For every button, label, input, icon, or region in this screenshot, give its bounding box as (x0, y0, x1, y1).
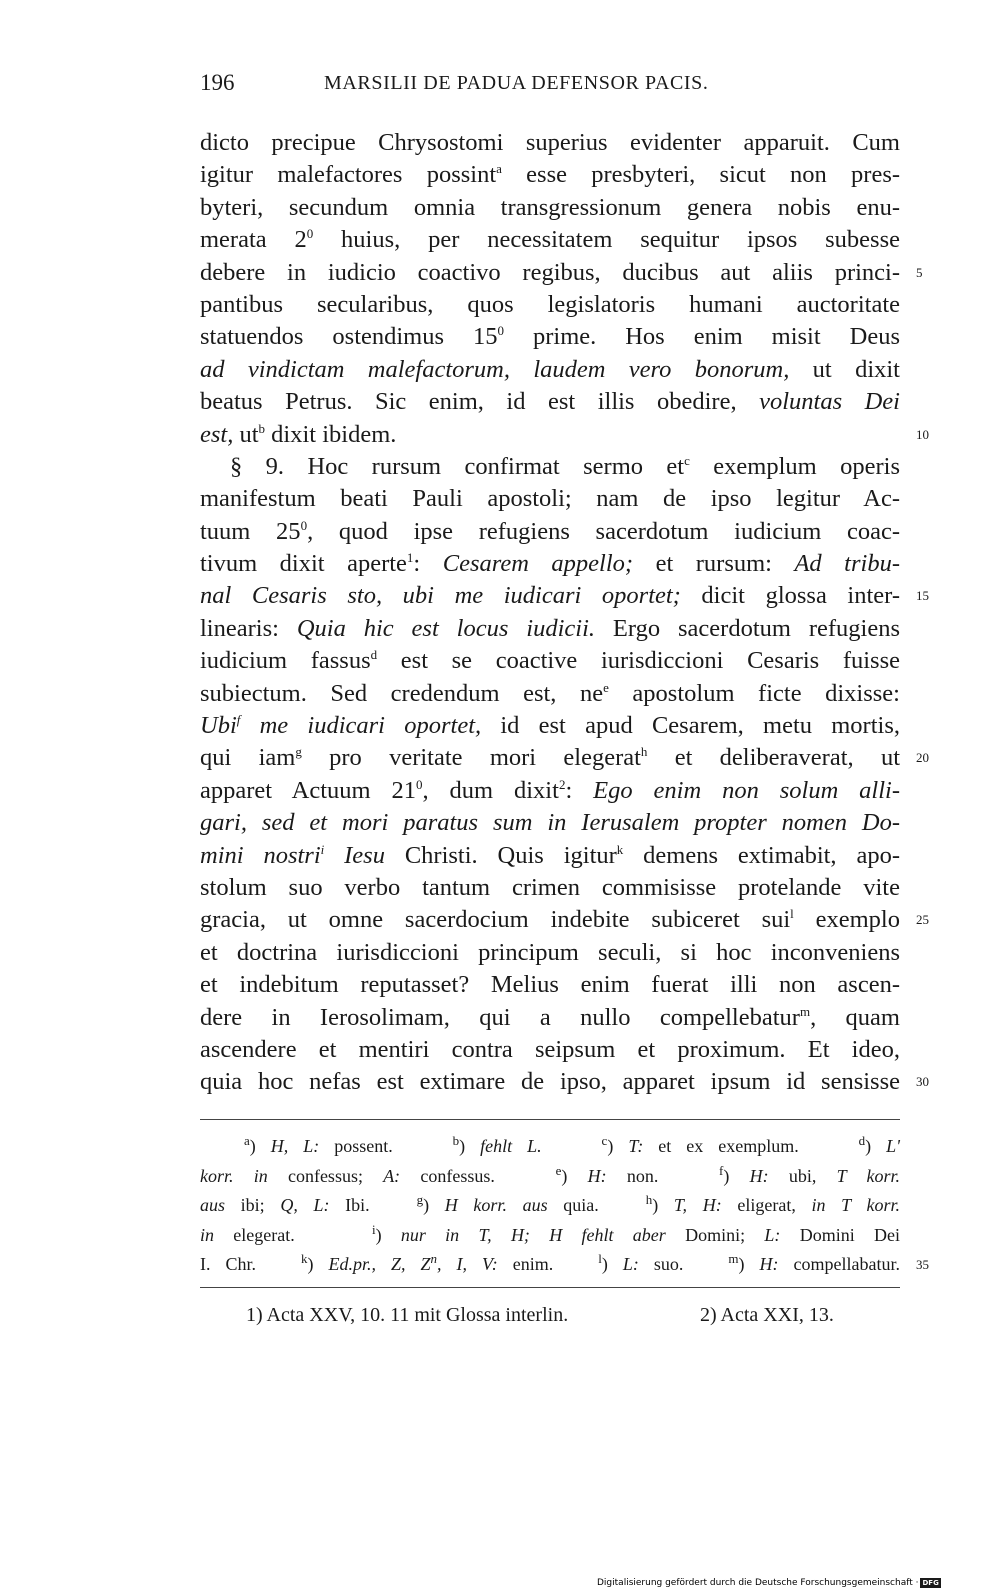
text-line: qui iam$^g$ pro veritate mori elegerat$^h$ et deliberaverat, ut 20 (200, 742, 900, 774)
footnote-line: korr. in confessus; A: confessus. $^e$) H: non. $^f$) H: ubi, T korr. (200, 1162, 900, 1186)
text-line: stolum suo verbo tantum crimen commisisse protelande vite (200, 873, 900, 901)
text-line: iudicium fassus$^d$ est se coactive iurisdiccioni Cesaris fuisse (200, 647, 900, 675)
text-line: byteri, secundum omnia transgressionum genera nobis enu- (200, 193, 900, 221)
page-number: 196 (200, 70, 235, 95)
line-number: 15 (916, 588, 929, 604)
main-text (200, 127, 929, 1099)
line-number: 20 (916, 750, 929, 766)
text-line: apparet Actuum $21^0$, dum dixit$^2$: Ego enim non solum alli- (200, 776, 900, 804)
text-line: tivum dixit aperte$^1$: Cesarem appello; et rursum: Ad tribu- (200, 549, 900, 578)
text-line: merata $2^0$ huius, per necessitatem sequitur ipsos subesse (200, 226, 901, 254)
text-line: est, $ut^b$ dixit ibidem. 10 (200, 419, 900, 451)
line-number: 5 (916, 264, 923, 280)
footnote-line: aus ibi; Q, L: Ibi. $^g$) H korr. aus quia. $^h$) T, H: eligerat, in T korr. (200, 1192, 900, 1215)
reference-2: 2) Acta XXI, 13. (700, 1304, 834, 1326)
page-header (200, 70, 900, 104)
footnote-line: $^a$) H, L: possent. $^b$) fehlt L. $^c$) T: et ex exemplum. $^d$) L' (244, 1133, 901, 1156)
reference-divider (200, 1287, 900, 1288)
text-line: igitur malefactores possint$^a$ esse presbyteri, sicut non pres- (200, 161, 901, 189)
footnote-divider (200, 1119, 900, 1120)
text-line: gracia, ut omne sacerdocium indebite subiceret sui$^l$ exemplo 25 (200, 904, 900, 936)
footnote-line: I. Chr. $^k$) Ed.pr., Z, $Z^n$, I, V: enim. $^l$) L: suo. $^m$) H: compellabatur. 35 (200, 1250, 900, 1280)
text-line: subiectum. Sed credendum est, $ne^e$ apostolum ficte dixisse: (200, 679, 900, 707)
footnote-line: in elegerat. $^i$) nur in T, H; H fehlt aber Domini; L: Domini Dei (200, 1221, 901, 1245)
running-head: MARSILII DE PADUA DEFENSOR PACIS. (324, 72, 709, 94)
text-line: ascendere et mentiri contra seipsum et proximum. Et ideo, (200, 1035, 900, 1063)
line-number: 10 (916, 426, 929, 442)
text-line: linearis: Quia hic est locus iudicii. Ergo sacerdotum refugiens (200, 614, 901, 642)
text-line: et doctrina iurisdiccioni principum seculi, si hoc inconveniens (200, 938, 900, 966)
digitization-credit (597, 1578, 997, 1588)
text-line: pantibus secularibus, quos legislatoris humani auctoritate (200, 290, 900, 318)
text-line: ad vindictam malefactorum, laudem vero bonorum, ut dixit (200, 355, 900, 383)
text-line: et indebitum reputasset? Melius enim fuerat illi non ascen- (200, 971, 900, 999)
text-line: debere in iudicio coactivo regibus, ducibus aut aliis princi- 5 (200, 257, 900, 289)
text-line: statuendos ostendimus $15^0$ prime. Hos enim misit Deus (200, 323, 901, 351)
text-line: beatus Petrus. Sic enim, id est illis obedire, voluntas Dei (200, 388, 900, 416)
text-line: Ubi$^f$ me iudicari oportet, id est apud Cesarem, metu mortis, (200, 711, 900, 740)
text-line: gari, sed et mori paratus sum in Ierusalem propter nomen Do- (200, 809, 900, 837)
text-line: mini nostri$^i$ Iesu Christi. Quis igitur$^k$ demens extimabit, apo- (200, 841, 900, 869)
credit-text: Digitalisierung gefördert durch die Deutsche Forschungsgemeinschaft · (597, 1578, 919, 1588)
text-line: nal Cesaris sto, ubi me iudicari oportet; dicit glossa inter- 15 (200, 580, 900, 612)
text-line: dere in Ierosolimam, qui a nullo compellebatur$^m$, quam (200, 1003, 900, 1031)
line-number: 30 (916, 1074, 929, 1090)
line-number: 35 (916, 1257, 929, 1272)
text-line: dicto precipue Chrysostomi superius evidenter apparuit. Cum (200, 129, 900, 156)
text-line: tuum $25^0$, quod ipse refugiens sacerdotum iudicium coac- (200, 517, 900, 545)
text-line: quia hoc nefas est extimare de ipso, apparet ipsum id sensisse 30 (200, 1066, 900, 1098)
critical-apparatus (200, 1132, 929, 1280)
dfg-logo: DFG (922, 1579, 939, 1587)
text-line: manifestum beati Pauli apostoli; nam de ipso legitur Ac- (200, 485, 900, 513)
reference-1: 1) Acta XXV, 10. 11 mit Glossa interlin. (246, 1304, 569, 1326)
text-line: § 9. Hoc rursum confirmat sermo $et^c$ exemplum operis (230, 452, 900, 480)
line-number: 25 (916, 912, 929, 928)
